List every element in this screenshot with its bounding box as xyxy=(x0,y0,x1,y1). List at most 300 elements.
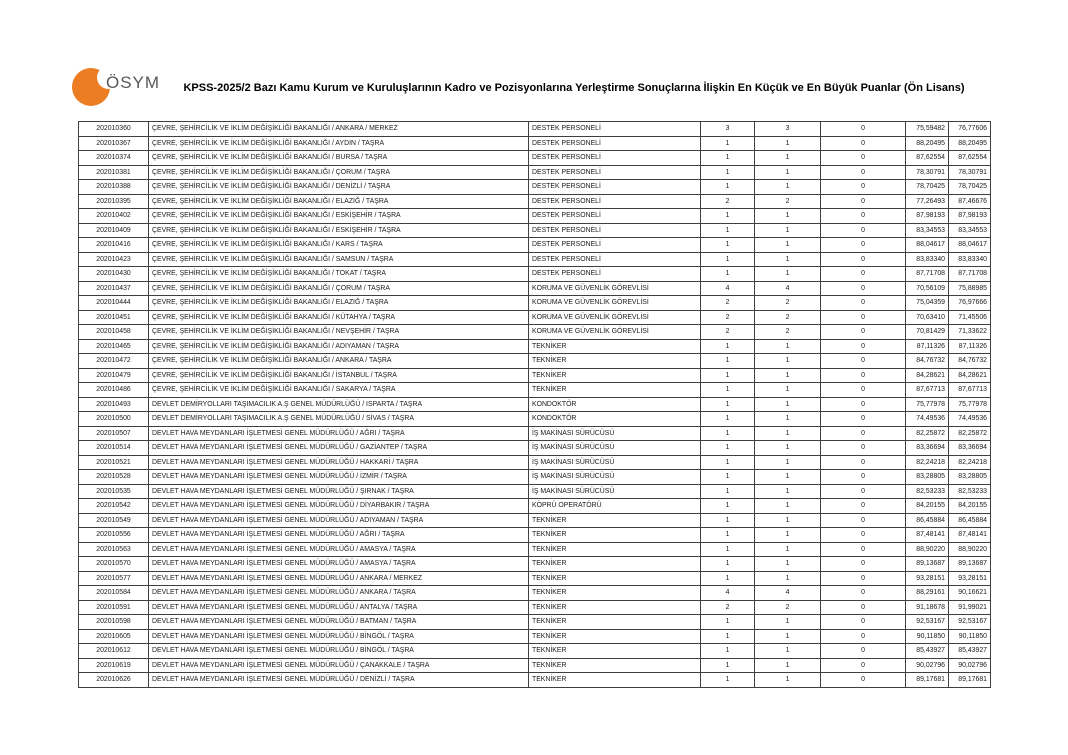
cell-max_score: 90,16621 xyxy=(949,586,991,601)
cell-position: TEKNİKER xyxy=(529,383,701,398)
cell-position: DESTEK PERSONELİ xyxy=(529,238,701,253)
cell-max_score: 92,53167 xyxy=(949,615,991,630)
cell-min_score: 87,62554 xyxy=(906,151,949,166)
cell-position: TEKNİKER xyxy=(529,354,701,369)
cell-position: TEKNİKER xyxy=(529,557,701,572)
cell-placed: 4 xyxy=(755,586,821,601)
cell-code: 202010374 xyxy=(79,151,149,166)
cell-quota: 3 xyxy=(701,122,755,137)
cell-placed: 1 xyxy=(755,673,821,688)
cell-min_score: 88,90220 xyxy=(906,542,949,557)
cell-min_score: 78,30791 xyxy=(906,165,949,180)
cell-quota: 1 xyxy=(701,470,755,485)
cell-code: 202010542 xyxy=(79,499,149,514)
cell-code: 202010591 xyxy=(79,600,149,615)
table-row xyxy=(79,339,991,354)
cell-max_score: 88,20495 xyxy=(949,136,991,151)
table-row xyxy=(79,484,991,499)
cell-empty: 0 xyxy=(821,412,906,427)
table-row xyxy=(79,615,991,630)
table-row xyxy=(79,586,991,601)
cell-quota: 1 xyxy=(701,354,755,369)
cell-institution: DEVLET HAVA MEYDANLARI İŞLETMESİ GENEL MÜDÜRLÜĞÜ / AĞRI / TAŞRA xyxy=(149,528,529,543)
table-row xyxy=(79,557,991,572)
cell-position: TEKNİKER xyxy=(529,615,701,630)
table-row xyxy=(79,165,991,180)
cell-code: 202010472 xyxy=(79,354,149,369)
cell-empty: 0 xyxy=(821,252,906,267)
cell-max_score: 89,13687 xyxy=(949,557,991,572)
cell-empty: 0 xyxy=(821,455,906,470)
cell-min_score: 93,28151 xyxy=(906,571,949,586)
cell-empty: 0 xyxy=(821,629,906,644)
cell-min_score: 87,98193 xyxy=(906,209,949,224)
cell-quota: 1 xyxy=(701,180,755,195)
cell-position: KORUMA VE GÜVENLİK GÖREVLİSİ xyxy=(529,281,701,296)
cell-quota: 1 xyxy=(701,412,755,427)
cell-max_score: 84,20155 xyxy=(949,499,991,514)
cell-empty: 0 xyxy=(821,513,906,528)
cell-max_score: 87,48141 xyxy=(949,528,991,543)
cell-min_score: 85,43927 xyxy=(906,644,949,659)
cell-quota: 1 xyxy=(701,267,755,282)
cell-institution: ÇEVRE, ŞEHİRCİLİK VE İKLİM DEĞİŞİKLİĞİ BAKANLIĞI / ANKARA / TAŞRA xyxy=(149,354,529,369)
cell-position: DESTEK PERSONELİ xyxy=(529,136,701,151)
table-row xyxy=(79,499,991,514)
cell-code: 202010395 xyxy=(79,194,149,209)
cell-max_score: 71,45506 xyxy=(949,310,991,325)
table-row xyxy=(79,426,991,441)
cell-code: 202010570 xyxy=(79,557,149,572)
cell-min_score: 87,11326 xyxy=(906,339,949,354)
cell-max_score: 82,24218 xyxy=(949,455,991,470)
cell-max_score: 82,53233 xyxy=(949,484,991,499)
cell-placed: 1 xyxy=(755,658,821,673)
cell-placed: 1 xyxy=(755,455,821,470)
cell-quota: 1 xyxy=(701,165,755,180)
cell-institution: ÇEVRE, ŞEHİRCİLİK VE İKLİM DEĞİŞİKLİĞİ BAKANLIĞI / KARS / TAŞRA xyxy=(149,238,529,253)
cell-placed: 1 xyxy=(755,209,821,224)
cell-max_score: 83,34553 xyxy=(949,223,991,238)
cell-position: TEKNİKER xyxy=(529,571,701,586)
cell-code: 202010605 xyxy=(79,629,149,644)
cell-empty: 0 xyxy=(821,557,906,572)
cell-min_score: 84,76732 xyxy=(906,354,949,369)
cell-placed: 1 xyxy=(755,339,821,354)
cell-institution: ÇEVRE, ŞEHİRCİLİK VE İKLİM DEĞİŞİKLİĞİ BAKANLIĞI / ADIYAMAN / TAŞRA xyxy=(149,339,529,354)
cell-institution: DEVLET HAVA MEYDANLARI İŞLETMESİ GENEL MÜDÜRLÜĞÜ / ANTALYA / TAŞRA xyxy=(149,600,529,615)
cell-placed: 1 xyxy=(755,441,821,456)
cell-quota: 1 xyxy=(701,629,755,644)
cell-quota: 1 xyxy=(701,513,755,528)
cell-empty: 0 xyxy=(821,426,906,441)
cell-empty: 0 xyxy=(821,571,906,586)
cell-min_score: 84,28621 xyxy=(906,368,949,383)
cell-position: TEKNİKER xyxy=(529,673,701,688)
cell-max_score: 83,36694 xyxy=(949,441,991,456)
cell-institution: DEVLET HAVA MEYDANLARI İŞLETMESİ GENEL MÜDÜRLÜĞÜ / HAKKARİ / TAŞRA xyxy=(149,455,529,470)
cell-institution: ÇEVRE, ŞEHİRCİLİK VE İKLİM DEĞİŞİKLİĞİ BAKANLIĞI / NEVŞEHİR / TAŞRA xyxy=(149,325,529,340)
cell-code: 202010409 xyxy=(79,223,149,238)
table-row xyxy=(79,325,991,340)
cell-quota: 1 xyxy=(701,455,755,470)
cell-position: İŞ MAKİNASI SÜRÜCÜSÜ xyxy=(529,455,701,470)
cell-min_score: 82,24218 xyxy=(906,455,949,470)
cell-min_score: 90,11850 xyxy=(906,629,949,644)
cell-placed: 2 xyxy=(755,600,821,615)
cell-placed: 1 xyxy=(755,368,821,383)
table-row xyxy=(79,238,991,253)
cell-empty: 0 xyxy=(821,180,906,195)
cell-position: DESTEK PERSONELİ xyxy=(529,194,701,209)
cell-empty: 0 xyxy=(821,310,906,325)
cell-min_score: 82,53233 xyxy=(906,484,949,499)
cell-empty: 0 xyxy=(821,267,906,282)
table-row xyxy=(79,252,991,267)
cell-empty: 0 xyxy=(821,122,906,137)
cell-placed: 1 xyxy=(755,484,821,499)
cell-position: KONDOKTÖR xyxy=(529,412,701,427)
cell-min_score: 88,20495 xyxy=(906,136,949,151)
cell-empty: 0 xyxy=(821,368,906,383)
table-row xyxy=(79,412,991,427)
cell-empty: 0 xyxy=(821,354,906,369)
cell-code: 202010556 xyxy=(79,528,149,543)
cell-quota: 1 xyxy=(701,397,755,412)
cell-max_score: 87,11326 xyxy=(949,339,991,354)
page-title: KPSS-2025/2 Bazı Kamu Kurum ve Kuruluşlarının Kadro ve Pozisyonlarına Yerleştirme Sonuçlarına İlişkin En Küçük ve En Büyük Puanlar (Ön Lisans) xyxy=(183,82,965,94)
cell-code: 202010507 xyxy=(79,426,149,441)
cell-position: İŞ MAKİNASI SÜRÜCÜSÜ xyxy=(529,441,701,456)
cell-quota: 1 xyxy=(701,209,755,224)
cell-position: TEKNİKER xyxy=(529,528,701,543)
cell-min_score: 82,25872 xyxy=(906,426,949,441)
cell-empty: 0 xyxy=(821,339,906,354)
cell-placed: 1 xyxy=(755,513,821,528)
cell-code: 202010549 xyxy=(79,513,149,528)
cell-institution: DEVLET DEMİRYOLLARI TAŞIMACILIK A.Ş GENEL MÜDÜRLÜĞÜ / SİVAS / TAŞRA xyxy=(149,412,529,427)
cell-quota: 1 xyxy=(701,136,755,151)
cell-code: 202010360 xyxy=(79,122,149,137)
cell-institution: DEVLET HAVA MEYDANLARI İŞLETMESİ GENEL MÜDÜRLÜĞÜ / ANKARA / MERKEZ xyxy=(149,571,529,586)
cell-placed: 1 xyxy=(755,557,821,572)
cell-institution: ÇEVRE, ŞEHİRCİLİK VE İKLİM DEĞİŞİKLİĞİ BAKANLIĞI / ESKİŞEHİR / TAŞRA xyxy=(149,223,529,238)
cell-position: KORUMA VE GÜVENLİK GÖREVLİSİ xyxy=(529,310,701,325)
cell-quota: 1 xyxy=(701,151,755,166)
cell-position: TEKNİKER xyxy=(529,586,701,601)
cell-min_score: 89,17681 xyxy=(906,673,949,688)
cell-empty: 0 xyxy=(821,223,906,238)
cell-position: İŞ MAKİNASI SÜRÜCÜSÜ xyxy=(529,484,701,499)
table-row xyxy=(79,455,991,470)
cell-placed: 1 xyxy=(755,470,821,485)
cell-min_score: 86,45884 xyxy=(906,513,949,528)
cell-empty: 0 xyxy=(821,542,906,557)
cell-quota: 2 xyxy=(701,310,755,325)
cell-institution: DEVLET HAVA MEYDANLARI İŞLETMESİ GENEL MÜDÜRLÜĞÜ / ÇANAKKALE / TAŞRA xyxy=(149,658,529,673)
cell-institution: DEVLET HAVA MEYDANLARI İŞLETMESİ GENEL MÜDÜRLÜĞÜ / AMASYA / TAŞRA xyxy=(149,557,529,572)
cell-placed: 1 xyxy=(755,542,821,557)
cell-min_score: 70,81429 xyxy=(906,325,949,340)
table-row xyxy=(79,310,991,325)
cell-min_score: 83,36694 xyxy=(906,441,949,456)
cell-empty: 0 xyxy=(821,470,906,485)
cell-min_score: 74,49536 xyxy=(906,412,949,427)
cell-institution: DEVLET HAVA MEYDANLARI İŞLETMESİ GENEL MÜDÜRLÜĞÜ / ŞIRNAK / TAŞRA xyxy=(149,484,529,499)
cell-code: 202010500 xyxy=(79,412,149,427)
osym-logo-text: ÖSYM xyxy=(106,73,161,92)
cell-institution: ÇEVRE, ŞEHİRCİLİK VE İKLİM DEĞİŞİKLİĞİ BAKANLIĞI / TOKAT / TAŞRA xyxy=(149,267,529,282)
table-row xyxy=(79,136,991,151)
cell-quota: 1 xyxy=(701,571,755,586)
table-row xyxy=(79,151,991,166)
cell-quota: 1 xyxy=(701,484,755,499)
cell-empty: 0 xyxy=(821,209,906,224)
cell-min_score: 75,77978 xyxy=(906,397,949,412)
cell-code: 202010493 xyxy=(79,397,149,412)
cell-placed: 1 xyxy=(755,412,821,427)
cell-placed: 1 xyxy=(755,644,821,659)
cell-position: DESTEK PERSONELİ xyxy=(529,267,701,282)
cell-max_score: 93,28151 xyxy=(949,571,991,586)
cell-code: 202010521 xyxy=(79,455,149,470)
table-row xyxy=(79,267,991,282)
table-row xyxy=(79,296,991,311)
cell-placed: 1 xyxy=(755,252,821,267)
cell-max_score: 87,98193 xyxy=(949,209,991,224)
cell-empty: 0 xyxy=(821,165,906,180)
cell-placed: 1 xyxy=(755,238,821,253)
cell-empty: 0 xyxy=(821,528,906,543)
cell-empty: 0 xyxy=(821,644,906,659)
cell-placed: 1 xyxy=(755,383,821,398)
cell-code: 202010626 xyxy=(79,673,149,688)
cell-empty: 0 xyxy=(821,194,906,209)
cell-max_score: 87,46676 xyxy=(949,194,991,209)
cell-position: TEKNİKER xyxy=(529,339,701,354)
cell-min_score: 92,53167 xyxy=(906,615,949,630)
cell-code: 202010444 xyxy=(79,296,149,311)
cell-institution: DEVLET HAVA MEYDANLARI İŞLETMESİ GENEL MÜDÜRLÜĞÜ / BİNGÖL / TAŞRA xyxy=(149,644,529,659)
table-row xyxy=(79,223,991,238)
cell-code: 202010402 xyxy=(79,209,149,224)
cell-placed: 1 xyxy=(755,267,821,282)
cell-max_score: 88,90220 xyxy=(949,542,991,557)
cell-max_score: 76,77606 xyxy=(949,122,991,137)
table-row xyxy=(79,354,991,369)
cell-min_score: 90,02796 xyxy=(906,658,949,673)
cell-position: TEKNİKER xyxy=(529,644,701,659)
cell-code: 202010577 xyxy=(79,571,149,586)
cell-max_score: 90,02796 xyxy=(949,658,991,673)
cell-max_score: 91,99021 xyxy=(949,600,991,615)
cell-code: 202010619 xyxy=(79,658,149,673)
cell-max_score: 87,71708 xyxy=(949,267,991,282)
cell-max_score: 90,11850 xyxy=(949,629,991,644)
cell-code: 202010528 xyxy=(79,470,149,485)
cell-placed: 1 xyxy=(755,528,821,543)
cell-institution: ÇEVRE, ŞEHİRCİLİK VE İKLİM DEĞİŞİKLİĞİ BAKANLIĞI / ÇORUM / TAŞRA xyxy=(149,281,529,296)
cell-institution: ÇEVRE, ŞEHİRCİLİK VE İKLİM DEĞİŞİKLİĞİ BAKANLIĞI / SAMSUN / TAŞRA xyxy=(149,252,529,267)
cell-position: DESTEK PERSONELİ xyxy=(529,223,701,238)
cell-quota: 4 xyxy=(701,586,755,601)
cell-min_score: 78,70425 xyxy=(906,180,949,195)
cell-max_score: 75,88985 xyxy=(949,281,991,296)
cell-institution: ÇEVRE, ŞEHİRCİLİK VE İKLİM DEĞİŞİKLİĞİ BAKANLIĞI / BURSA / TAŞRA xyxy=(149,151,529,166)
cell-max_score: 88,04617 xyxy=(949,238,991,253)
cell-quota: 1 xyxy=(701,426,755,441)
table-row xyxy=(79,470,991,485)
cell-min_score: 75,59482 xyxy=(906,122,949,137)
table-row xyxy=(79,383,991,398)
cell-quota: 1 xyxy=(701,542,755,557)
cell-placed: 1 xyxy=(755,151,821,166)
cell-max_score: 87,62554 xyxy=(949,151,991,166)
cell-institution: DEVLET HAVA MEYDANLARI İŞLETMESİ GENEL MÜDÜRLÜĞÜ / DENİZLİ / TAŞRA xyxy=(149,673,529,688)
cell-empty: 0 xyxy=(821,281,906,296)
cell-empty: 0 xyxy=(821,397,906,412)
cell-empty: 0 xyxy=(821,499,906,514)
table-row xyxy=(79,122,991,137)
cell-institution: ÇEVRE, ŞEHİRCİLİK VE İKLİM DEĞİŞİKLİĞİ BAKANLIĞI / SAKARYA / TAŞRA xyxy=(149,383,529,398)
cell-empty: 0 xyxy=(821,383,906,398)
table-row xyxy=(79,528,991,543)
cell-position: TEKNİKER xyxy=(529,513,701,528)
cell-institution: ÇEVRE, ŞEHİRCİLİK VE İKLİM DEĞİŞİKLİĞİ BAKANLIĞI / DENİZLİ / TAŞRA xyxy=(149,180,529,195)
cell-max_score: 78,70425 xyxy=(949,180,991,195)
cell-max_score: 75,77978 xyxy=(949,397,991,412)
table-row xyxy=(79,281,991,296)
cell-min_score: 87,48141 xyxy=(906,528,949,543)
table-row xyxy=(79,194,991,209)
cell-position: KORUMA VE GÜVENLİK GÖREVLİSİ xyxy=(529,296,701,311)
cell-quota: 1 xyxy=(701,499,755,514)
cell-placed: 1 xyxy=(755,397,821,412)
cell-position: TEKNİKER xyxy=(529,542,701,557)
cell-empty: 0 xyxy=(821,151,906,166)
cell-quota: 2 xyxy=(701,296,755,311)
results-table xyxy=(78,121,991,688)
cell-position: DESTEK PERSONELİ xyxy=(529,122,701,137)
cell-quota: 1 xyxy=(701,252,755,267)
cell-max_score: 82,25872 xyxy=(949,426,991,441)
cell-empty: 0 xyxy=(821,600,906,615)
cell-placed: 2 xyxy=(755,296,821,311)
table-row xyxy=(79,441,991,456)
cell-code: 202010430 xyxy=(79,267,149,282)
cell-institution: ÇEVRE, ŞEHİRCİLİK VE İKLİM DEĞİŞİKLİĞİ BAKANLIĞI / ELAZIĞ / TAŞRA xyxy=(149,296,529,311)
table-row xyxy=(79,209,991,224)
cell-code: 202010381 xyxy=(79,165,149,180)
cell-max_score: 84,76732 xyxy=(949,354,991,369)
table-row xyxy=(79,673,991,688)
table-row xyxy=(79,368,991,383)
cell-institution: DEVLET HAVA MEYDANLARI İŞLETMESİ GENEL MÜDÜRLÜĞÜ / DİYARBAKIR / TAŞRA xyxy=(149,499,529,514)
cell-institution: ÇEVRE, ŞEHİRCİLİK VE İKLİM DEĞİŞİKLİĞİ BAKANLIĞI / KÜTAHYA / TAŞRA xyxy=(149,310,529,325)
cell-position: DESTEK PERSONELİ xyxy=(529,209,701,224)
cell-quota: 1 xyxy=(701,238,755,253)
cell-max_score: 78,30791 xyxy=(949,165,991,180)
cell-quota: 2 xyxy=(701,325,755,340)
cell-quota: 1 xyxy=(701,557,755,572)
results-table-body xyxy=(79,122,991,688)
cell-quota: 1 xyxy=(701,615,755,630)
cell-min_score: 91,18678 xyxy=(906,600,949,615)
cell-code: 202010514 xyxy=(79,441,149,456)
cell-quota: 2 xyxy=(701,600,755,615)
cell-min_score: 83,83340 xyxy=(906,252,949,267)
table-row xyxy=(79,644,991,659)
cell-institution: ÇEVRE, ŞEHİRCİLİK VE İKLİM DEĞİŞİKLİĞİ BAKANLIĞI / ESKİŞEHİR / TAŞRA xyxy=(149,209,529,224)
cell-code: 202010437 xyxy=(79,281,149,296)
cell-max_score: 86,45884 xyxy=(949,513,991,528)
cell-min_score: 70,56109 xyxy=(906,281,949,296)
cell-position: DESTEK PERSONELİ xyxy=(529,252,701,267)
cell-code: 202010423 xyxy=(79,252,149,267)
cell-position: DESTEK PERSONELİ xyxy=(529,151,701,166)
cell-placed: 2 xyxy=(755,325,821,340)
cell-quota: 2 xyxy=(701,194,755,209)
cell-position: DESTEK PERSONELİ xyxy=(529,180,701,195)
cell-max_score: 85,43927 xyxy=(949,644,991,659)
table-row xyxy=(79,629,991,644)
cell-quota: 1 xyxy=(701,441,755,456)
cell-empty: 0 xyxy=(821,238,906,253)
cell-max_score: 83,83340 xyxy=(949,252,991,267)
cell-placed: 3 xyxy=(755,122,821,137)
cell-placed: 2 xyxy=(755,194,821,209)
cell-institution: DEVLET HAVA MEYDANLARI İŞLETMESİ GENEL MÜDÜRLÜĞÜ / ANKARA / TAŞRA xyxy=(149,586,529,601)
cell-min_score: 83,34553 xyxy=(906,223,949,238)
cell-placed: 1 xyxy=(755,165,821,180)
cell-empty: 0 xyxy=(821,484,906,499)
cell-min_score: 88,04617 xyxy=(906,238,949,253)
cell-code: 202010612 xyxy=(79,644,149,659)
cell-code: 202010416 xyxy=(79,238,149,253)
cell-code: 202010465 xyxy=(79,339,149,354)
cell-placed: 1 xyxy=(755,223,821,238)
cell-max_score: 87,67713 xyxy=(949,383,991,398)
cell-position: KORUMA VE GÜVENLİK GÖREVLİSİ xyxy=(529,325,701,340)
cell-institution: DEVLET HAVA MEYDANLARI İŞLETMESİ GENEL MÜDÜRLÜĞÜ / ADIYAMAN / TAŞRA xyxy=(149,513,529,528)
cell-quota: 1 xyxy=(701,368,755,383)
cell-placed: 1 xyxy=(755,499,821,514)
cell-empty: 0 xyxy=(821,615,906,630)
cell-placed: 1 xyxy=(755,180,821,195)
cell-min_score: 70,63410 xyxy=(906,310,949,325)
cell-empty: 0 xyxy=(821,136,906,151)
cell-position: TEKNİKER xyxy=(529,629,701,644)
cell-institution: ÇEVRE, ŞEHİRCİLİK VE İKLİM DEĞİŞİKLİĞİ BAKANLIĞI / ELAZIĞ / TAŞRA xyxy=(149,194,529,209)
cell-placed: 1 xyxy=(755,426,821,441)
table-row xyxy=(79,600,991,615)
cell-code: 202010486 xyxy=(79,383,149,398)
cell-max_score: 71,33622 xyxy=(949,325,991,340)
cell-code: 202010458 xyxy=(79,325,149,340)
table-row xyxy=(79,397,991,412)
cell-position: TEKNİKER xyxy=(529,658,701,673)
cell-quota: 1 xyxy=(701,223,755,238)
cell-institution: ÇEVRE, ŞEHİRCİLİK VE İKLİM DEĞİŞİKLİĞİ BAKANLIĞI / AYDIN / TAŞRA xyxy=(149,136,529,151)
cell-position: TEKNİKER xyxy=(529,600,701,615)
cell-min_score: 83,28805 xyxy=(906,470,949,485)
cell-max_score: 84,28621 xyxy=(949,368,991,383)
cell-institution: ÇEVRE, ŞEHİRCİLİK VE İKLİM DEĞİŞİKLİĞİ BAKANLIĞI / ÇORUM / TAŞRA xyxy=(149,165,529,180)
cell-max_score: 83,28805 xyxy=(949,470,991,485)
cell-institution: DEVLET HAVA MEYDANLARI İŞLETMESİ GENEL MÜDÜRLÜĞÜ / AMASYA / TAŞRA xyxy=(149,542,529,557)
cell-code: 202010479 xyxy=(79,368,149,383)
cell-min_score: 75,04359 xyxy=(906,296,949,311)
